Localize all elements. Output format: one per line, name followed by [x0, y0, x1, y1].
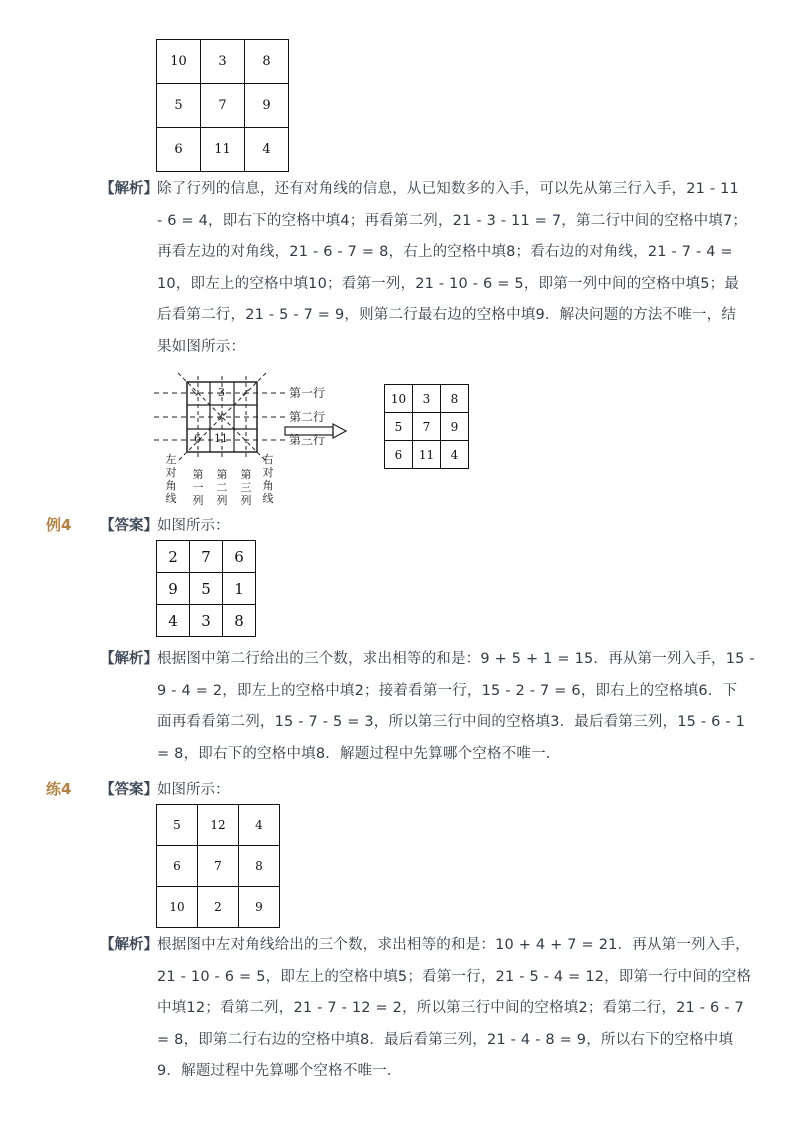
- answer-text: 如图所示：: [157, 518, 230, 534]
- cell: 8: [245, 40, 289, 84]
- left-diagonal-label: 左 对 角 线: [165, 453, 177, 505]
- cell: 10: [385, 385, 413, 413]
- cell: 8: [441, 385, 469, 413]
- text-line: = 8，即右下的空格中填8．解题过程中先算哪个空格不唯一．: [157, 745, 561, 762]
- cell: 5: [190, 573, 223, 605]
- answer-tag: 【答案】: [100, 518, 158, 534]
- practice-4-analysis: [157, 930, 751, 1088]
- column-label: 第 二 列: [216, 468, 228, 507]
- cell: 11: [413, 441, 441, 469]
- diagram-cell: 6: [194, 432, 201, 445]
- text-line: 根据图中第二行给出的三个数，求出相等的和是：9 + 5 + 1 = 15．再从第一列入手，15 -: [157, 651, 755, 667]
- column-label: 第 三 列: [240, 468, 252, 507]
- text-line: 中填12；看第二列，21 - 7 - 12 = 2，所以第三行中间的空格填2；看第二行，21 - 6 - 7: [157, 1000, 744, 1016]
- text-line: - 6 = 4，即右下的空格中填4；再看第二列，21 - 3 - 11 = 7，第二行中间的空格中填7；: [157, 212, 748, 229]
- cell: 6: [157, 846, 198, 887]
- text-line: = 8，即第二行右边的空格中填8．最后看第三列，21 - 4 - 8 = 9，所以右下的空格中填: [157, 1031, 734, 1048]
- diagram-cell: ↙: [241, 386, 251, 399]
- answer-tag: 【答案】: [100, 782, 158, 798]
- cell: 2: [157, 541, 190, 573]
- cell: 9: [239, 887, 280, 928]
- cell: 4: [157, 605, 190, 637]
- cell: 4: [239, 805, 280, 846]
- row-label: 第一行: [289, 386, 326, 400]
- analysis-tag: 【解析】: [100, 181, 158, 197]
- cell: 10: [157, 887, 198, 928]
- cell: 3: [413, 385, 441, 413]
- right-diagonal-label: 右 对 角 线: [262, 453, 274, 505]
- text-line: 后看第二行，21 - 5 - 7 = 9，则第二行最右边的空格中填9．解决问题的方法不唯一，结: [157, 307, 737, 323]
- text-line: 果如图所示：: [157, 338, 246, 355]
- text-line: 再看左边的对角线，21 - 6 - 7 = 8，右上的空格中填8；看右边的对角线，21 - 7 - 4 =: [157, 244, 733, 260]
- example-4-analysis: [157, 644, 755, 770]
- cell: 5: [157, 84, 201, 128]
- text-line: 21 - 10 - 6 = 5，即左上的空格中填5；看第一行，21 - 5 - 4 = 12，即第一行中间的空格: [157, 968, 752, 985]
- cell: 6: [223, 541, 256, 573]
- analysis-tag: 【解析】: [100, 651, 158, 667]
- cell: 9: [245, 84, 289, 128]
- row-label: 第三行: [289, 433, 326, 447]
- analysis-tag: 【解析】: [100, 937, 158, 953]
- text-line: 9 - 4 = 2，即左上的空格中填2；接着看第一行，15 - 2 - 7 = 6，即右上的空格填6．下: [157, 682, 738, 699]
- cell: 1: [223, 573, 256, 605]
- cell: 3: [201, 40, 245, 84]
- cell: 8: [223, 605, 256, 637]
- cell: 7: [190, 541, 223, 573]
- cell: 6: [157, 128, 201, 172]
- practice-4-label: 练4: [46, 780, 72, 798]
- text-line: 根据图中左对角线给出的三个数，求出相等的和是：10 + 4 + 7 = 21．再从第一列入手，: [157, 937, 750, 953]
- diagram-cell: ↗: [216, 410, 226, 423]
- cell: 6: [385, 441, 413, 469]
- cell: 9: [441, 413, 469, 441]
- cell: 7: [413, 413, 441, 441]
- magic-square-practice-4: [156, 804, 280, 928]
- text-line: 除了行列的信息，还有对角线的信息，从已知数多的入手，可以先从第三行入手，21 - 11: [157, 181, 739, 197]
- cell: 7: [201, 84, 245, 128]
- diagram-cell: 11: [214, 432, 228, 445]
- cell: 9: [157, 573, 190, 605]
- column-label: 第 一 列: [192, 468, 204, 507]
- text-line: 10，即左上的空格中填10；看第一列，21 - 10 - 6 = 5，即第一列中间的空格中填5；最: [157, 275, 740, 292]
- diagram-cell: ↘: [190, 386, 200, 399]
- result-grid: [384, 384, 469, 469]
- analysis-1-text: [157, 174, 747, 363]
- cell: 8: [239, 846, 280, 887]
- cell: 7: [198, 846, 239, 887]
- example-4-label: 例4: [46, 516, 72, 534]
- cell: 4: [245, 128, 289, 172]
- solution-diagram: [150, 368, 390, 508]
- text-line: 面再看看第二列，15 - 7 - 5 = 3，所以第三行中间的空格填3．最后看第三列，15 - 6 - 1: [157, 714, 746, 730]
- row-label: 第二行: [289, 410, 326, 424]
- cell: 5: [157, 805, 198, 846]
- magic-square-1: [156, 39, 289, 172]
- magic-square-example-4: [156, 540, 256, 637]
- cell: 3: [190, 605, 223, 637]
- answer-text: 如图所示：: [157, 782, 230, 798]
- cell: 12: [198, 805, 239, 846]
- cell: 11: [201, 128, 245, 172]
- text-line: 9．解题过程中先算哪个空格不唯一．: [157, 1063, 402, 1079]
- cell: 10: [157, 40, 201, 84]
- cell: 5: [385, 413, 413, 441]
- diagram-cell: 3: [218, 386, 225, 399]
- cell: 4: [441, 441, 469, 469]
- cell: 2: [198, 887, 239, 928]
